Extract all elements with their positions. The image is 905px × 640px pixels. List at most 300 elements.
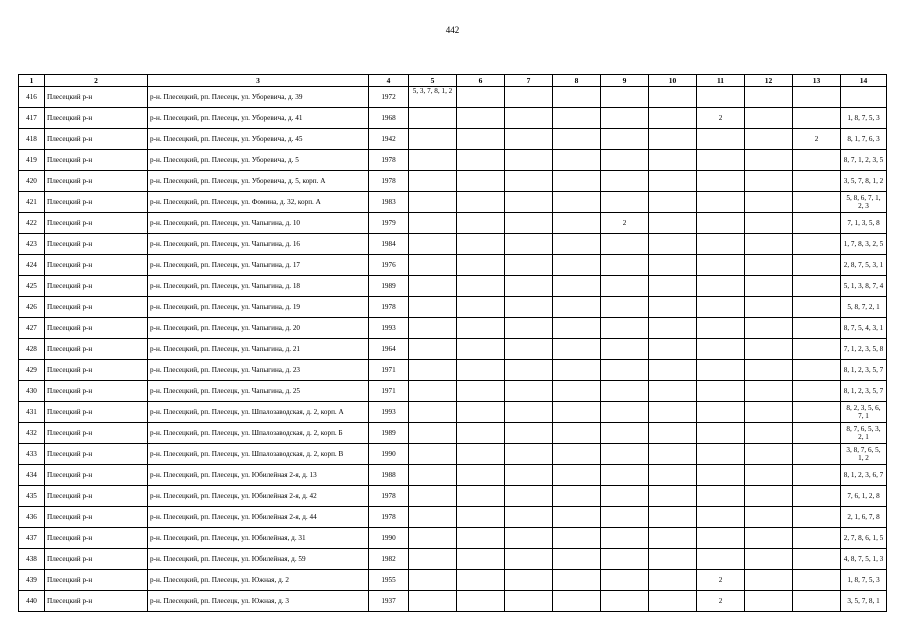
table-cell <box>745 108 793 129</box>
table-cell <box>601 318 649 339</box>
table-cell <box>697 87 745 108</box>
table-cell <box>649 87 697 108</box>
table-cell <box>745 339 793 360</box>
table-cell: 5, 3, 7, 8, 1, 2 <box>409 87 457 108</box>
table-cell: 1942 <box>369 129 409 150</box>
table-cell: 1989 <box>369 423 409 444</box>
table-cell <box>457 276 505 297</box>
table-cell <box>409 360 457 381</box>
table-cell: 1978 <box>369 297 409 318</box>
table-cell <box>505 129 553 150</box>
table-cell <box>409 213 457 234</box>
table-cell: 1978 <box>369 486 409 507</box>
table-cell <box>601 507 649 528</box>
table-cell <box>553 528 601 549</box>
table-cell <box>649 129 697 150</box>
table-cell <box>409 444 457 465</box>
table-row <box>19 591 887 612</box>
table-cell <box>553 339 601 360</box>
table-row <box>19 129 887 150</box>
table-cell <box>697 549 745 570</box>
table-cell <box>457 234 505 255</box>
table-cell <box>649 360 697 381</box>
table-cell: 432 <box>19 423 45 444</box>
table-cell <box>793 465 841 486</box>
table-cell <box>601 528 649 549</box>
table-row <box>19 297 887 318</box>
table-cell: р-н. Плесецкий, рп. Плесецк, ул. Шпалозаводская, д. 2, корп. А <box>148 402 369 423</box>
table-cell: р-н. Плесецкий, рп. Плесецк, ул. Уборевича, д. 5, корп. А <box>148 171 369 192</box>
table-cell <box>601 360 649 381</box>
column-header: 5 <box>409 75 457 87</box>
table-cell <box>793 171 841 192</box>
table-cell <box>505 108 553 129</box>
table-cell <box>457 591 505 612</box>
table-cell <box>745 129 793 150</box>
table-row <box>19 150 887 171</box>
table-cell <box>745 381 793 402</box>
table-cell: 1, 8, 7, 5, 3 <box>841 108 887 129</box>
table-row <box>19 423 887 444</box>
table-cell <box>649 150 697 171</box>
table-cell <box>697 129 745 150</box>
table-cell <box>745 318 793 339</box>
table-cell: р-н. Плесецкий, рп. Плесецк, ул. Фомина, д. 32, корп. А <box>148 192 369 213</box>
table-cell: 1984 <box>369 234 409 255</box>
table-cell <box>553 507 601 528</box>
table-row <box>19 192 887 213</box>
table-cell: Плесецкий р-н <box>45 402 148 423</box>
table-cell <box>553 318 601 339</box>
table-cell: Плесецкий р-н <box>45 360 148 381</box>
table-row <box>19 444 887 465</box>
table-cell: 434 <box>19 465 45 486</box>
table-cell <box>457 381 505 402</box>
table-cell <box>457 423 505 444</box>
table-cell: 1, 7, 8, 3, 2, 5 <box>841 234 887 255</box>
table-cell <box>553 108 601 129</box>
table-cell: 5, 8, 7, 2, 1 <box>841 297 887 318</box>
table-cell <box>553 255 601 276</box>
table-cell <box>505 213 553 234</box>
table-cell <box>601 549 649 570</box>
table-cell: 2 <box>601 213 649 234</box>
table-cell <box>409 129 457 150</box>
table-cell <box>601 234 649 255</box>
table-cell <box>409 171 457 192</box>
table-cell <box>553 486 601 507</box>
table-cell <box>697 192 745 213</box>
table-cell <box>409 234 457 255</box>
table-cell <box>745 570 793 591</box>
table-cell: 8, 1, 2, 3, 6, 7 <box>841 465 887 486</box>
table-cell: 419 <box>19 150 45 171</box>
table-cell <box>745 360 793 381</box>
table-cell: 425 <box>19 276 45 297</box>
table-cell <box>697 444 745 465</box>
table-cell <box>793 276 841 297</box>
table-cell <box>457 255 505 276</box>
table-cell <box>553 150 601 171</box>
table-cell <box>553 276 601 297</box>
table-cell: 7, 1, 2, 3, 5, 8 <box>841 339 887 360</box>
table-cell: 420 <box>19 171 45 192</box>
table-cell <box>793 108 841 129</box>
table-cell: 2, 8, 7, 5, 3, 1 <box>841 255 887 276</box>
table-cell <box>697 276 745 297</box>
table-cell: 8, 1, 2, 3, 5, 7 <box>841 381 887 402</box>
table-row <box>19 87 887 108</box>
table-cell: 8, 1, 7, 6, 3 <box>841 129 887 150</box>
table-cell <box>697 381 745 402</box>
table-cell <box>553 591 601 612</box>
table-cell: 1968 <box>369 108 409 129</box>
table-cell <box>697 507 745 528</box>
table-row <box>19 528 887 549</box>
table-cell <box>553 570 601 591</box>
table-cell <box>457 150 505 171</box>
table-cell: 1978 <box>369 150 409 171</box>
table-cell: 424 <box>19 255 45 276</box>
table-cell <box>505 192 553 213</box>
table-cell <box>697 171 745 192</box>
table-cell: Плесецкий р-н <box>45 150 148 171</box>
table-cell: 2 <box>697 591 745 612</box>
table-row <box>19 360 887 381</box>
table-cell <box>409 549 457 570</box>
table-cell: р-н. Плесецкий, рп. Плесецк, ул. Шпалозаводская, д. 2, корп. В <box>148 444 369 465</box>
table-cell <box>745 87 793 108</box>
table-cell <box>457 570 505 591</box>
table-cell: 428 <box>19 339 45 360</box>
table-row <box>19 549 887 570</box>
table-cell <box>505 402 553 423</box>
table-cell <box>601 108 649 129</box>
table-cell <box>745 234 793 255</box>
table-cell <box>457 360 505 381</box>
table-cell <box>649 591 697 612</box>
table-cell <box>793 549 841 570</box>
table-cell <box>601 192 649 213</box>
table-cell <box>457 297 505 318</box>
table-cell <box>505 528 553 549</box>
table-cell <box>409 318 457 339</box>
table-cell: Плесецкий р-н <box>45 171 148 192</box>
table-cell <box>697 213 745 234</box>
table-cell: 1971 <box>369 381 409 402</box>
table-cell <box>745 276 793 297</box>
table-cell: р-н. Плесецкий, рп. Плесецк, ул. Юбилейная 2-я, д. 42 <box>148 486 369 507</box>
table-cell: Плесецкий р-н <box>45 129 148 150</box>
table-cell <box>601 423 649 444</box>
table-cell: 1978 <box>369 507 409 528</box>
table-cell <box>553 549 601 570</box>
table-cell: Плесецкий р-н <box>45 192 148 213</box>
table-cell: 2 <box>697 108 745 129</box>
table-cell <box>505 507 553 528</box>
table-cell: 430 <box>19 381 45 402</box>
table-cell: Плесецкий р-н <box>45 507 148 528</box>
table-cell: 1982 <box>369 549 409 570</box>
table-row <box>19 108 887 129</box>
table-cell <box>505 465 553 486</box>
table-cell <box>649 318 697 339</box>
table-cell <box>745 213 793 234</box>
table-cell <box>409 465 457 486</box>
table-cell <box>649 234 697 255</box>
table-cell: 1971 <box>369 360 409 381</box>
table-cell: р-н. Плесецкий, рп. Плесецк, ул. Юбилейная 2-я, д. 44 <box>148 507 369 528</box>
table-header-row <box>19 75 887 87</box>
table-cell: Плесецкий р-н <box>45 465 148 486</box>
table-cell: 3, 5, 7, 8, 1, 2 <box>841 171 887 192</box>
table-cell <box>601 402 649 423</box>
table-cell: 436 <box>19 507 45 528</box>
table-cell: 1976 <box>369 255 409 276</box>
table-cell <box>649 255 697 276</box>
table-cell: 1990 <box>369 444 409 465</box>
table-cell: р-н. Плесецкий, рп. Плесецк, ул. Южная, д. 2 <box>148 570 369 591</box>
table-cell: 1, 8, 7, 5, 3 <box>841 570 887 591</box>
table-cell <box>601 570 649 591</box>
table-cell <box>793 339 841 360</box>
table-cell: 3, 5, 7, 8, 1 <box>841 591 887 612</box>
table-cell <box>505 486 553 507</box>
table-cell <box>409 528 457 549</box>
table-cell <box>745 486 793 507</box>
table-cell <box>649 444 697 465</box>
table-cell <box>553 297 601 318</box>
table-cell: 2 <box>697 570 745 591</box>
table-cell <box>649 423 697 444</box>
table-cell: р-н. Плесецкий, рп. Плесецк, ул. Чапыгина, д. 17 <box>148 255 369 276</box>
table-cell: 429 <box>19 360 45 381</box>
table-cell <box>697 297 745 318</box>
table-cell <box>793 507 841 528</box>
table-cell <box>601 591 649 612</box>
column-header: 1 <box>19 75 45 87</box>
table-cell: 1937 <box>369 591 409 612</box>
table-cell: 439 <box>19 570 45 591</box>
table-cell: 437 <box>19 528 45 549</box>
column-header: 12 <box>745 75 793 87</box>
table-cell: 435 <box>19 486 45 507</box>
table-cell <box>409 507 457 528</box>
table-cell <box>457 465 505 486</box>
table-cell <box>505 171 553 192</box>
table-cell <box>553 171 601 192</box>
table-cell <box>697 423 745 444</box>
table-cell <box>745 549 793 570</box>
table-cell <box>697 234 745 255</box>
table-cell <box>601 87 649 108</box>
table-cell <box>553 360 601 381</box>
table-cell: Плесецкий р-н <box>45 234 148 255</box>
table-cell <box>409 150 457 171</box>
table-body <box>19 87 887 612</box>
table-cell <box>601 339 649 360</box>
table-cell <box>409 276 457 297</box>
table-cell <box>553 129 601 150</box>
table-row <box>19 171 887 192</box>
table-cell: Плесецкий р-н <box>45 276 148 297</box>
table-cell <box>697 339 745 360</box>
table-cell: 2, 1, 6, 7, 8 <box>841 507 887 528</box>
table-cell: р-н. Плесецкий, рп. Плесецк, ул. Чапыгина, д. 23 <box>148 360 369 381</box>
column-header: 9 <box>601 75 649 87</box>
table-row <box>19 402 887 423</box>
table-cell <box>745 528 793 549</box>
table-cell <box>505 549 553 570</box>
table-cell: Плесецкий р-н <box>45 423 148 444</box>
table-cell: Плесецкий р-н <box>45 339 148 360</box>
table-row <box>19 465 887 486</box>
column-header: 13 <box>793 75 841 87</box>
table-cell <box>601 465 649 486</box>
table-cell <box>409 423 457 444</box>
table-cell: р-н. Плесецкий, рп. Плесецк, ул. Чапыгина, д. 20 <box>148 318 369 339</box>
table-cell <box>697 150 745 171</box>
table-cell <box>649 507 697 528</box>
table-cell: 5, 1, 3, 8, 7, 4 <box>841 276 887 297</box>
table-cell: 8, 7, 5, 4, 3, 1 <box>841 318 887 339</box>
table-cell <box>601 150 649 171</box>
table-cell <box>505 444 553 465</box>
table-cell <box>697 486 745 507</box>
table-cell: р-н. Плесецкий, рп. Плесецк, ул. Юбилейная, д. 59 <box>148 549 369 570</box>
table-cell: р-н. Плесецкий, рп. Плесецк, ул. Юбилейная 2-я, д. 13 <box>148 465 369 486</box>
table-cell: 1983 <box>369 192 409 213</box>
table-cell <box>505 318 553 339</box>
table-cell <box>745 297 793 318</box>
table-cell: 421 <box>19 192 45 213</box>
table-cell <box>409 486 457 507</box>
table-cell <box>745 150 793 171</box>
table-cell <box>601 276 649 297</box>
column-header: 7 <box>505 75 553 87</box>
table-cell <box>457 318 505 339</box>
table-cell: 1972 <box>369 87 409 108</box>
table-cell: 3, 8, 7, 6, 5, 1, 2 <box>841 444 887 465</box>
table-cell <box>601 255 649 276</box>
table-cell: Плесецкий р-н <box>45 528 148 549</box>
table-cell <box>457 507 505 528</box>
table-cell <box>505 87 553 108</box>
table-cell: 1990 <box>369 528 409 549</box>
table-row <box>19 276 887 297</box>
table-cell: 5, 8, 6, 7, 1, 2, 3 <box>841 192 887 213</box>
table-row <box>19 486 887 507</box>
table-cell: Плесецкий р-н <box>45 549 148 570</box>
column-header: 6 <box>457 75 505 87</box>
table-cell: 8, 7, 1, 2, 3, 5 <box>841 150 887 171</box>
table-cell: 418 <box>19 129 45 150</box>
table-cell: р-н. Плесецкий, рп. Плесецк, ул. Чапыгина, д. 18 <box>148 276 369 297</box>
table-cell <box>649 297 697 318</box>
table-cell <box>649 213 697 234</box>
table-cell: 426 <box>19 297 45 318</box>
table-cell <box>505 297 553 318</box>
table-cell <box>841 87 887 108</box>
table-cell <box>457 549 505 570</box>
table-cell: р-н. Плесецкий, рп. Плесецк, ул. Шпалозаводская, д. 2, корп. Б <box>148 423 369 444</box>
table-cell <box>793 318 841 339</box>
table-cell: р-н. Плесецкий, рп. Плесецк, ул. Чапыгина, д. 19 <box>148 297 369 318</box>
table-cell <box>553 465 601 486</box>
table-cell <box>457 528 505 549</box>
table-cell <box>457 213 505 234</box>
table-cell <box>793 150 841 171</box>
table-row <box>19 507 887 528</box>
table-cell <box>457 108 505 129</box>
table-cell: Плесецкий р-н <box>45 318 148 339</box>
table-cell <box>553 423 601 444</box>
table-cell <box>745 444 793 465</box>
table-cell: р-н. Плесецкий, рп. Плесецк, ул. Чапыгина, д. 25 <box>148 381 369 402</box>
table-row <box>19 213 887 234</box>
table-cell <box>601 486 649 507</box>
table-cell <box>697 318 745 339</box>
table-cell: 1989 <box>369 276 409 297</box>
table-cell <box>649 276 697 297</box>
table-cell: 422 <box>19 213 45 234</box>
table-cell: р-н. Плесецкий, рп. Плесецк, ул. Уборевича, д. 45 <box>148 129 369 150</box>
table-cell: 1988 <box>369 465 409 486</box>
table-cell <box>505 339 553 360</box>
table-cell: Плесецкий р-н <box>45 213 148 234</box>
table-cell <box>553 381 601 402</box>
table-cell <box>457 171 505 192</box>
table-cell: 440 <box>19 591 45 612</box>
housing-table <box>18 74 887 612</box>
table-cell <box>601 129 649 150</box>
table-cell <box>793 360 841 381</box>
table-cell: Плесецкий р-н <box>45 87 148 108</box>
table-cell <box>793 591 841 612</box>
table-cell: Плесецкий р-н <box>45 570 148 591</box>
table-cell <box>409 339 457 360</box>
table-cell: 1955 <box>369 570 409 591</box>
table-cell <box>409 591 457 612</box>
table-row <box>19 318 887 339</box>
table-cell: 8, 2, 3, 5, 6, 7, 1 <box>841 402 887 423</box>
table-cell <box>793 255 841 276</box>
table-cell: 433 <box>19 444 45 465</box>
table-cell: 8, 1, 2, 3, 5, 7 <box>841 360 887 381</box>
table-row <box>19 381 887 402</box>
table-cell <box>745 402 793 423</box>
table-cell <box>697 528 745 549</box>
table-cell: Плесецкий р-н <box>45 297 148 318</box>
table-cell: 7, 6, 1, 2, 8 <box>841 486 887 507</box>
column-header: 14 <box>841 75 887 87</box>
table-cell <box>553 87 601 108</box>
table-cell <box>745 423 793 444</box>
table-cell <box>409 381 457 402</box>
table-cell <box>601 444 649 465</box>
table-cell <box>409 192 457 213</box>
table-cell: 1993 <box>369 318 409 339</box>
table-cell <box>457 486 505 507</box>
table-cell: Плесецкий р-н <box>45 486 148 507</box>
table-cell <box>601 297 649 318</box>
column-header: 3 <box>148 75 369 87</box>
table-cell <box>649 192 697 213</box>
table-cell <box>793 570 841 591</box>
table-cell <box>505 276 553 297</box>
table-cell <box>505 150 553 171</box>
table-cell <box>793 234 841 255</box>
